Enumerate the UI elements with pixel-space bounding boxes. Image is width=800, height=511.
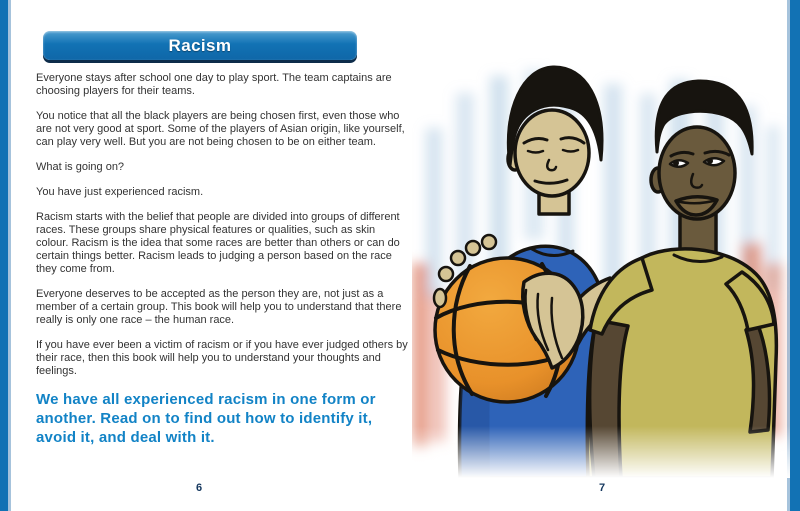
- body-paragraph: Racism starts with the belief that people are divided into groups of different races. These groups share physical features or qualities, such as skin colour. Racism is the idea that some races are better than others or can do certain things better. Racism leads to judging a person based on the race they come from.: [36, 211, 400, 275]
- illustration-two-boys: [412, 58, 790, 478]
- black-boy-eye-left: [670, 160, 688, 167]
- body-paragraph: What is going on?: [36, 161, 125, 173]
- black-boy-pupil-right: [707, 158, 713, 164]
- page-number-left: 6: [196, 482, 203, 494]
- body-text-column: [36, 72, 408, 459]
- illustration-bottom-fade: [412, 426, 790, 478]
- lead-paragraph: We have all experienced racism in one form or another. Read on to find out how to identify it, avoid it, and deal with it.: [36, 391, 376, 446]
- body-paragraph: Everyone deserves to be accepted as the person they are, not just as a member of a certain group. This book will help you to understand that there really is only one race – the human race.: [36, 288, 402, 326]
- body-paragraph: You notice that all the black players are being chosen first, even those who are not very good at sport. Some of the players of Asian origin, like yourself, can play very well. But you are not being chosen to be on either team.: [36, 110, 405, 148]
- black-boy-pupil-left: [673, 160, 679, 166]
- black-boy-eye-right: [704, 158, 724, 165]
- body-paragraph: You have just experienced racism.: [36, 186, 204, 198]
- section-title: Racism: [168, 35, 232, 55]
- body-paragraph: Everyone stays after school one day to play sport. The team captains are choosing players for their teams.: [36, 72, 392, 97]
- page-edge-left-line: [8, 0, 11, 511]
- page-number-right: 7: [599, 482, 606, 494]
- section-title-banner: [43, 31, 357, 60]
- body-paragraph: If you have ever been a victim of racism or if you have ever judged others by their race, then this book will help you to understand your thoughts and feelings.: [36, 339, 408, 377]
- page-edge-left: [0, 0, 8, 511]
- page-edge-right: [790, 0, 800, 511]
